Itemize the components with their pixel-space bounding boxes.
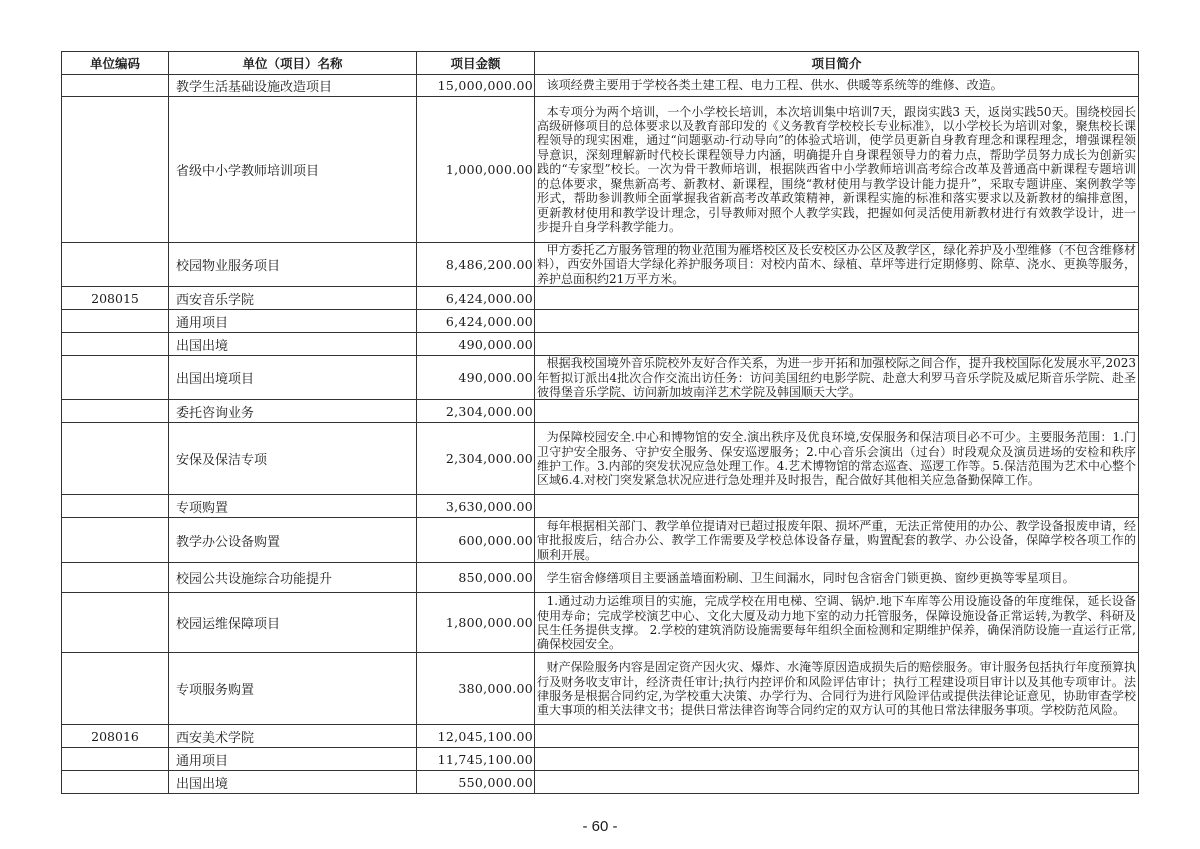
description-text: 学生宿舍修缮项目主要涵盖墙面粉刷、卫生间漏水，同时包含宿舍门锁更换、窗纱更换等零星项目。 [546, 570, 1075, 585]
description-cell [535, 243, 1139, 287]
description-cell [535, 97, 1139, 243]
unit-code-cell [62, 356, 169, 400]
description-cell [535, 75, 1139, 97]
table-row [62, 725, 1139, 748]
header-amount: 项目金额 [417, 52, 535, 75]
description-cell [535, 563, 1139, 593]
unit-code-cell [62, 518, 169, 563]
description-cell [535, 748, 1139, 771]
unit-name-cell: 校园公共设施综合功能提升 [169, 563, 417, 593]
unit-code-cell: 208016 [62, 725, 169, 748]
unit-name-cell: 西安音乐学院 [169, 287, 417, 310]
amount-cell: 2,304,000.00 [417, 400, 535, 423]
page-number: - 60 - [582, 818, 618, 835]
table-row [62, 771, 1139, 794]
table-row [62, 593, 1139, 653]
description-text: 本专项分为两个培训，一个小学校长培训，本次培训集中培训7天，跟岗实践3 天，返岗实践50天。围绕校园长高级研修项目的总体要求以及教育部印发的《义务教育学校校长专业标准》，以小学校长为培训对象，聚焦校长课程领导的现实困难，通过“问题驱动-行动导向”的体验式培训，使学员更新自身教育理念和课程理念，增强课程领导意识，深刻理解新时代校长课程领导力内涵，明确提升自身课程领导力的着力点，帮助学员努力成长为创新实践的“专家型”校长。一次为骨干教师培训，根据陕西省中小学教师培训高考综合改革及普通高中新课程专题培训的总体要求，聚焦新高考、新教材、新课程，围绕“教材使用与教学设计能力提升”，采取专题讲座、案例教学等形式，帮助参训教师全面掌握我省新高考改革政策精神，新课程实施的标准和落实要求以及新教材的编排意图，更新教材使用和教学设计理念，引导教师对照个人教学实践，把握如何灵活使用新教材进行有效教学设计，进一步提升自身学科教学能力。 [537, 104, 1136, 234]
unit-code-cell [62, 310, 169, 333]
description-cell [535, 518, 1139, 563]
unit-name-cell: 专项购置 [169, 495, 417, 518]
table-row [62, 423, 1139, 495]
description-text: 1.通过动力运维项目的实施，完成学校在用电梯、空调、锅炉.地下车库等公用设施设备的年度维保，延长设备使用寿命；完成学校演艺中心、文化大厦及动力地下室的动力托管服务，保障设施设备正常运转,为教学、科研及民生任务提供支撑。 2.学校的建筑消防设施需要每年组织全面检测和定期维护保养，确保消防设施一直运行正常,确保校园安全。 [537, 594, 1136, 652]
unit-code-cell [62, 423, 169, 495]
unit-name-cell: 通用项目 [169, 748, 417, 771]
unit-name-cell: 出国出境项目 [169, 356, 417, 400]
amount-cell: 850,000.00 [417, 563, 535, 593]
table-row [62, 495, 1139, 518]
unit-name-cell: 校园运维保障项目 [169, 593, 417, 653]
table-row [62, 75, 1139, 97]
description-cell [535, 771, 1139, 794]
amount-cell: 380,000.00 [417, 653, 535, 725]
amount-cell: 6,424,000.00 [417, 287, 535, 310]
unit-name-cell: 西安美术学院 [169, 725, 417, 748]
amount-cell: 11,745,100.00 [417, 748, 535, 771]
unit-name-cell: 通用项目 [169, 310, 417, 333]
table-body [62, 75, 1139, 794]
unit-code-cell [62, 97, 169, 243]
description-text: 每年根据相关部门、教学单位提请对已超过报废年限、损坏严重，无法正常使用的办公、教学设备报废申请，经审批报废后，结合办公、教学工作需要及学校总体设备存量，购置配套的教学、办公设备，保障学校各项工作的顺利开展。 [537, 518, 1136, 562]
unit-name-cell: 省级中小学教师培训项目 [169, 97, 417, 243]
table-row [62, 563, 1139, 593]
amount-cell: 8,486,200.00 [417, 243, 535, 287]
description-text: 为保障校园安全.中心和博物馆的安全.演出秩序及优良环境,安保服务和保洁项目必不可少。主要服务范围：1.门卫守护安全服务、守护安全服务、保安巡逻服务；2.中心音乐会演出（过台）时段观众及演员进场的安检和秩序维护工作。3.内部的突发状况应急处理工作。4.艺术博物馆的常态巡查、巡逻工作等。5.保洁范围为艺术中心整个区域6.4.对校门突发紧急状况应进行急处理并及时报告，配合做好其他相关应急备勤保障工作。 [537, 430, 1136, 488]
unit-code-cell [62, 495, 169, 518]
description-text: 根据我校国境外音乐院校外友好合作关系，为进一步开拓和加强校际之间合作，提升我校国际化发展水平,2023年暂拟订派出4批次合作交流出访任务：访问美国纽约电影学院、赴意大利罗马音乐学院及威尼斯音乐学院、赴圣彼得堡音乐学院、访问新加坡南洋艺术学院及韩国顺天大学。 [537, 356, 1136, 400]
unit-name-cell: 教学办公设备购置 [169, 518, 417, 563]
header-description: 项目简介 [535, 52, 1139, 75]
amount-cell: 3,630,000.00 [417, 495, 535, 518]
table-row [62, 748, 1139, 771]
amount-cell: 550,000.00 [417, 771, 535, 794]
unit-code-cell [62, 243, 169, 287]
unit-code-cell: 208015 [62, 287, 169, 310]
description-text: 甲方委托乙方服务管理的物业范围为雁塔校区及长安校区办公区及教学区，绿化养护及小型维修（不包含维修材料），西安外国语大学绿化养护服务项目：对校内苗木、绿植、草坪等进行定期修剪、除草、浇水、更换等服务，养护总面积约21万平方米。 [537, 243, 1136, 286]
amount-cell: 490,000.00 [417, 356, 535, 400]
table-row [62, 356, 1139, 400]
unit-name-cell: 出国出境 [169, 333, 417, 356]
description-cell [535, 495, 1139, 518]
amount-cell: 6,424,000.00 [417, 310, 535, 333]
description-cell [535, 653, 1139, 725]
unit-code-cell [62, 593, 169, 653]
description-cell [535, 356, 1139, 400]
description-text: 该项经费主要用于学校各类土建工程、电力工程、供水、供暖等系统等的维修、改造。 [546, 78, 1003, 93]
amount-cell: 2,304,000.00 [417, 423, 535, 495]
amount-cell: 12,045,100.00 [417, 725, 535, 748]
amount-cell: 600,000.00 [417, 518, 535, 563]
table-row [62, 653, 1139, 725]
budget-table [61, 51, 1139, 794]
header-unit-name: 单位（项目）名称 [169, 52, 417, 75]
description-text: 财产保险服务内容是固定资产因火灾、爆炸、水淹等原因造成损失后的赔偿服务。审计服务包括执行年度预算执行及财务收支审计，经济责任审计;执行内控评价和风险评估审计；执行工程建设项目审计以及其他专项审计。法律服务是根据合同约定,为学校重大决策、办学行为、合同行为进行风险评估或提供法律论证意见，协助审查学校重大事项的相关法律文书；提供日常法律咨询等合同约定的双方认可的其他日常法律服务事项。学校防范风险。 [537, 660, 1136, 718]
unit-code-cell [62, 771, 169, 794]
unit-name-cell: 安保及保洁专项 [169, 423, 417, 495]
description-cell [535, 310, 1139, 333]
amount-cell: 15,000,000.00 [417, 75, 535, 97]
unit-name-cell: 专项服务购置 [169, 653, 417, 725]
table-header-row [62, 52, 1139, 75]
unit-name-cell: 委托咨询业务 [169, 400, 417, 423]
unit-code-cell [62, 400, 169, 423]
unit-code-cell [62, 333, 169, 356]
amount-cell: 1,000,000.00 [417, 97, 535, 243]
description-cell [535, 423, 1139, 495]
amount-cell: 1,800,000.00 [417, 593, 535, 653]
header-unit-code: 单位编码 [62, 52, 169, 75]
table-row [62, 333, 1139, 356]
description-cell [535, 593, 1139, 653]
table-row [62, 400, 1139, 423]
unit-name-cell: 教学生活基础设施改造项目 [169, 75, 417, 97]
description-cell [535, 725, 1139, 748]
table-row [62, 310, 1139, 333]
unit-name-cell: 出国出境 [169, 771, 417, 794]
description-cell [535, 287, 1139, 310]
table-row [62, 243, 1139, 287]
description-cell [535, 333, 1139, 356]
unit-code-cell [62, 563, 169, 593]
description-cell [535, 400, 1139, 423]
table-row [62, 287, 1139, 310]
table-row [62, 518, 1139, 563]
unit-code-cell [62, 748, 169, 771]
amount-cell: 490,000.00 [417, 333, 535, 356]
unit-name-cell: 校园物业服务项目 [169, 243, 417, 287]
table-row [62, 97, 1139, 243]
unit-code-cell [62, 653, 169, 725]
unit-code-cell [62, 75, 169, 97]
